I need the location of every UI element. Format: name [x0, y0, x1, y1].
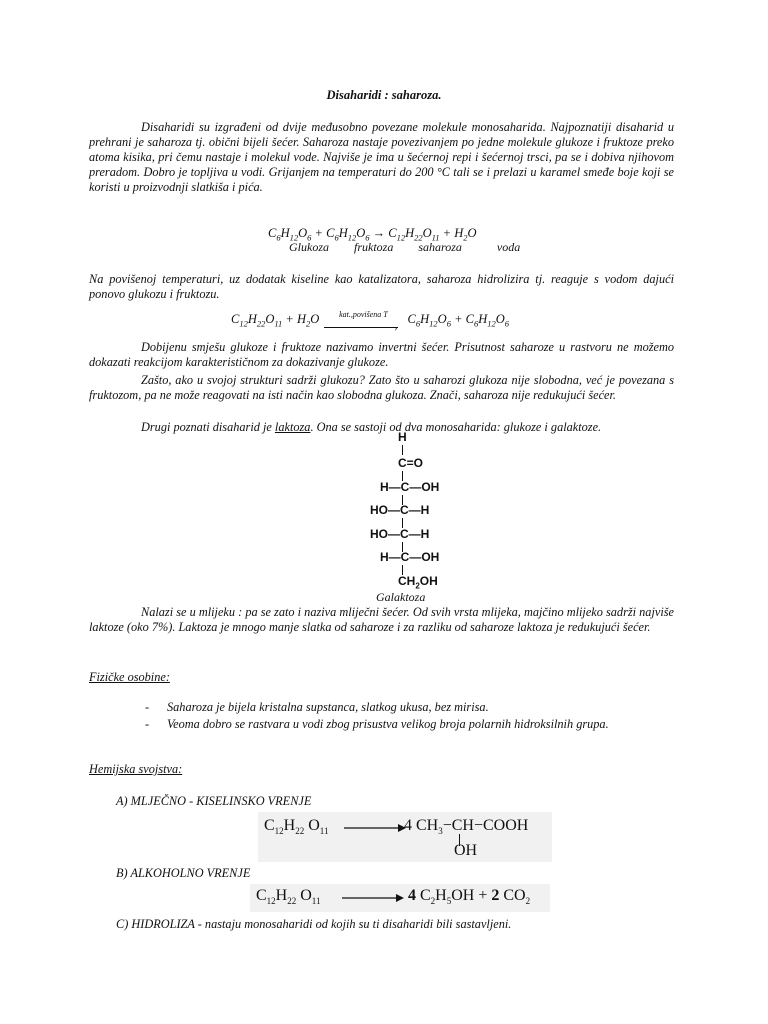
- arrow-icon: [342, 892, 404, 904]
- reaction-c-label: C) HIDROLIZA - nastaju monosaharidi od kojih su ti disaharidi bili sastavljeni.: [116, 917, 512, 931]
- struct-row-6: H—C—OH: [380, 550, 440, 564]
- invert-sugar-paragraph: Dobijenu smješu glukoze i fruktoze nazivamo invertni šećer. Prisutnost saharoze u rastvoru ne možemo dokazati reakcijom karakterističnom za dokazivanje glukoze.: [89, 340, 674, 369]
- arrow-label: kat.,povišena T: [339, 310, 388, 319]
- name-glukoza: Glukoza: [289, 240, 329, 254]
- equation-sucrose-formation: $C_6H_{12}O_6 + C_6H_{12}O_6 \to C_{12}H_{22}O_{11} + H_2O$: [268, 226, 477, 243]
- chemical-heading: Hemijska svojstva:: [89, 762, 183, 776]
- galactose-structure: [360, 430, 450, 600]
- struct-row-2: C=O: [398, 456, 424, 470]
- struct-row-5: HO—C—H: [370, 527, 430, 541]
- struct-row-4: HO—C—H: [370, 503, 430, 517]
- name-voda: voda: [496, 240, 521, 254]
- lactose-paragraph: Drugi poznati disaharid je laktoza. Ona se sastoji od dva monosaharida: glukoze i galaktoze.: [141, 420, 602, 434]
- name-fruktoza: fruktoza: [354, 240, 394, 254]
- reaction-a-label: A) MLJEČNO - KISELINSKO VRENJE: [116, 794, 312, 808]
- reaction-b-label: B) ALKOHOLNO VRENJE: [116, 866, 251, 880]
- page-title: Disaharidi : saharoza.: [326, 88, 442, 102]
- milk-paragraph: Nalazi se u mlijeku : pa se zato i naziva mliječni šećer. Od svih vrsta mlijeka, majčino mlijeko sadrži najviše laktoze (oko 7%). Laktoza je mnogo manje slatka od saharoze i za razliku od saharoze laktoza je redukujući šećer.: [89, 605, 674, 634]
- intro-paragraph: Disaharidi su izgrađeni od dvije međusobno povezane molekule monosaharida. Najpoznatiji disaharid u prehrani je saharoza tj. obični bijeli šećer. Saharoza nastaje povezivanjem po jedne molekule glukoze i fruktoze preko atoma kisika, pri čemu nastaje i molekul vode. Najviše je ima u šećernoj repi i šećernoj trsci, pa se i dobiva njihovom preradom. Dobro je topljiva u vodi. Grijanjem na temperaturi do 200 °C tali se i prelazi u karamel smeđe boje koji se koristi u proizvodnji slatkiša i pića.: [89, 120, 674, 194]
- question-paragraph: Zašto, ako u svojoj strukturi sadrži glukozu? Zato što u saharozi glukoza nije slobodna, već je povezana s fruktozom, pa ne može reagovati na isti način kao slobodna glukoza. Znači, saharoza nije redukujući šećer.: [89, 373, 674, 402]
- struct-row-3: H—C—OH: [380, 480, 440, 494]
- document-page: Disaharidi : saharoza. Disaharidi su izgrađeni od dvije međusobno povezane molekule monosaharida. Najpoznatiji disaharid u prehrani je saharoza tj. obični bijeli šećer. Saharoza nastaje povezivanjem po jedne molekule glukoze i fruktoze preko atoma kisika, pri čemu nastaje i molekul vode. Najviše je ima u šećernoj repi i šećernoj trsci, pa se i dobiva njihovom preradom. Dobro je topljiva u vodi. Grijanjem na temperaturi do 200 °C tali se i prelazi u karamel smeđe boje koji se koristi u proizvodnji slatkiša i pića. $C_6H_{12}O_6 + C_6H_{12}O_6 \to C_{12}H_{22}O_{11} + H_2O$ Glukoza fruktoza saharoza voda Na povišenoj temperaturi, uz dodatak kiseline kao katalizatora, saharoza hidrolizira tj. reaguje s vodom dajući ponovo glukozu i fruktozu. $C_{12}H_{22}O_{11} + H_2O$ kat.,povišena T › $C_6H_{12}O_6 + C_6H_{12}O_6$ Dobijenu smješu glukoze i fruktoze nazivamo invertni šećer. Prisutnost saharoze u rastvoru ne možemo dokazati reakcijom karakterističnom za dokazivanje glukoze. Zašto, ako u svojoj strukturi sadrži glukozu? Zato što u saharozi glukoza nije slobodna, već je povezana s fruktozom, pa ne može reagovati na isti način kao slobodna glukoza. Znači, saharoza nije redukujući šećer. Drugi poznati disaharid je laktoza. Ona se sastoji od dva monosaharida: glukoze i galaktoze. H C=O H—C—OH HO—C—H HO—C—H H—C—OH $CH_2OH$ Galaktoza Nalazi se u mlijeku : pa se zato i naziva mliječni šećer. Od svih vrsta mlijeka, majčino mlijeko sadrži najviše laktoze (oko 7%). Laktoza je mnogo manje slatka od saharoze i za razliku od saharoze laktoza je redukujući šećer. Fizičke osobine: - Saharoza je bijela kristalna supstanca, slatkog ukusa, bez mirisa. - Veoma dobro se rastvara u vodi zbog prisustva velikog broja polarnih hidroksilnih grupa. Hemijska svojstva: A) MLJEČNO - KISELINSKO VRENJE $C_{12}H_{22}$ $O_{11}$ 4 $CH_3-CH-COOH$ OH B) ALKOHOLNO VRENJE $C_{12}H_{22}$ $O_{11}$ 4 $C_2H_5OH + 2$ $CO_2$ C) HIDROLIZA - nastaju monosaharidi od kojih su ti disaharidi bili sastavljeni.: [0, 0, 768, 1024]
- alcoholic-fermentation-equation: $C_{12}H_{22}$ $O_{11}$ 4 $C_2H_5OH + 2$ $CO_2$: [250, 884, 550, 912]
- equation-names: [289, 240, 520, 255]
- equation-hydrolysis: $C_{12}H_{22}O_{11} + H_2O$ kat.,povišena T › $C_6H_{12}O_6 + C_6H_{12}O_6$: [231, 310, 510, 333]
- arrow-icon: [344, 822, 406, 834]
- name-saharoza: saharoza: [418, 240, 462, 254]
- structure-caption: Galaktoza: [376, 590, 426, 604]
- physical-heading: Fizičke osobine:: [89, 670, 170, 684]
- struct-row-1: H: [398, 430, 407, 444]
- hydrolysis-paragraph: Na povišenoj temperaturi, uz dodatak kiseline kao katalizatora, saharoza hidrolizira tj. reaguje s vodom dajući ponovo glukozu i fruktozu.: [89, 272, 674, 301]
- lactic-fermentation-equation: $C_{12}H_{22}$ $O_{11}$ 4 $CH_3-CH-COOH$ OH: [258, 812, 552, 862]
- laktoza-link[interactable]: laktoza: [274, 420, 311, 434]
- struct-row-7: $CH_2OH$: [398, 574, 438, 591]
